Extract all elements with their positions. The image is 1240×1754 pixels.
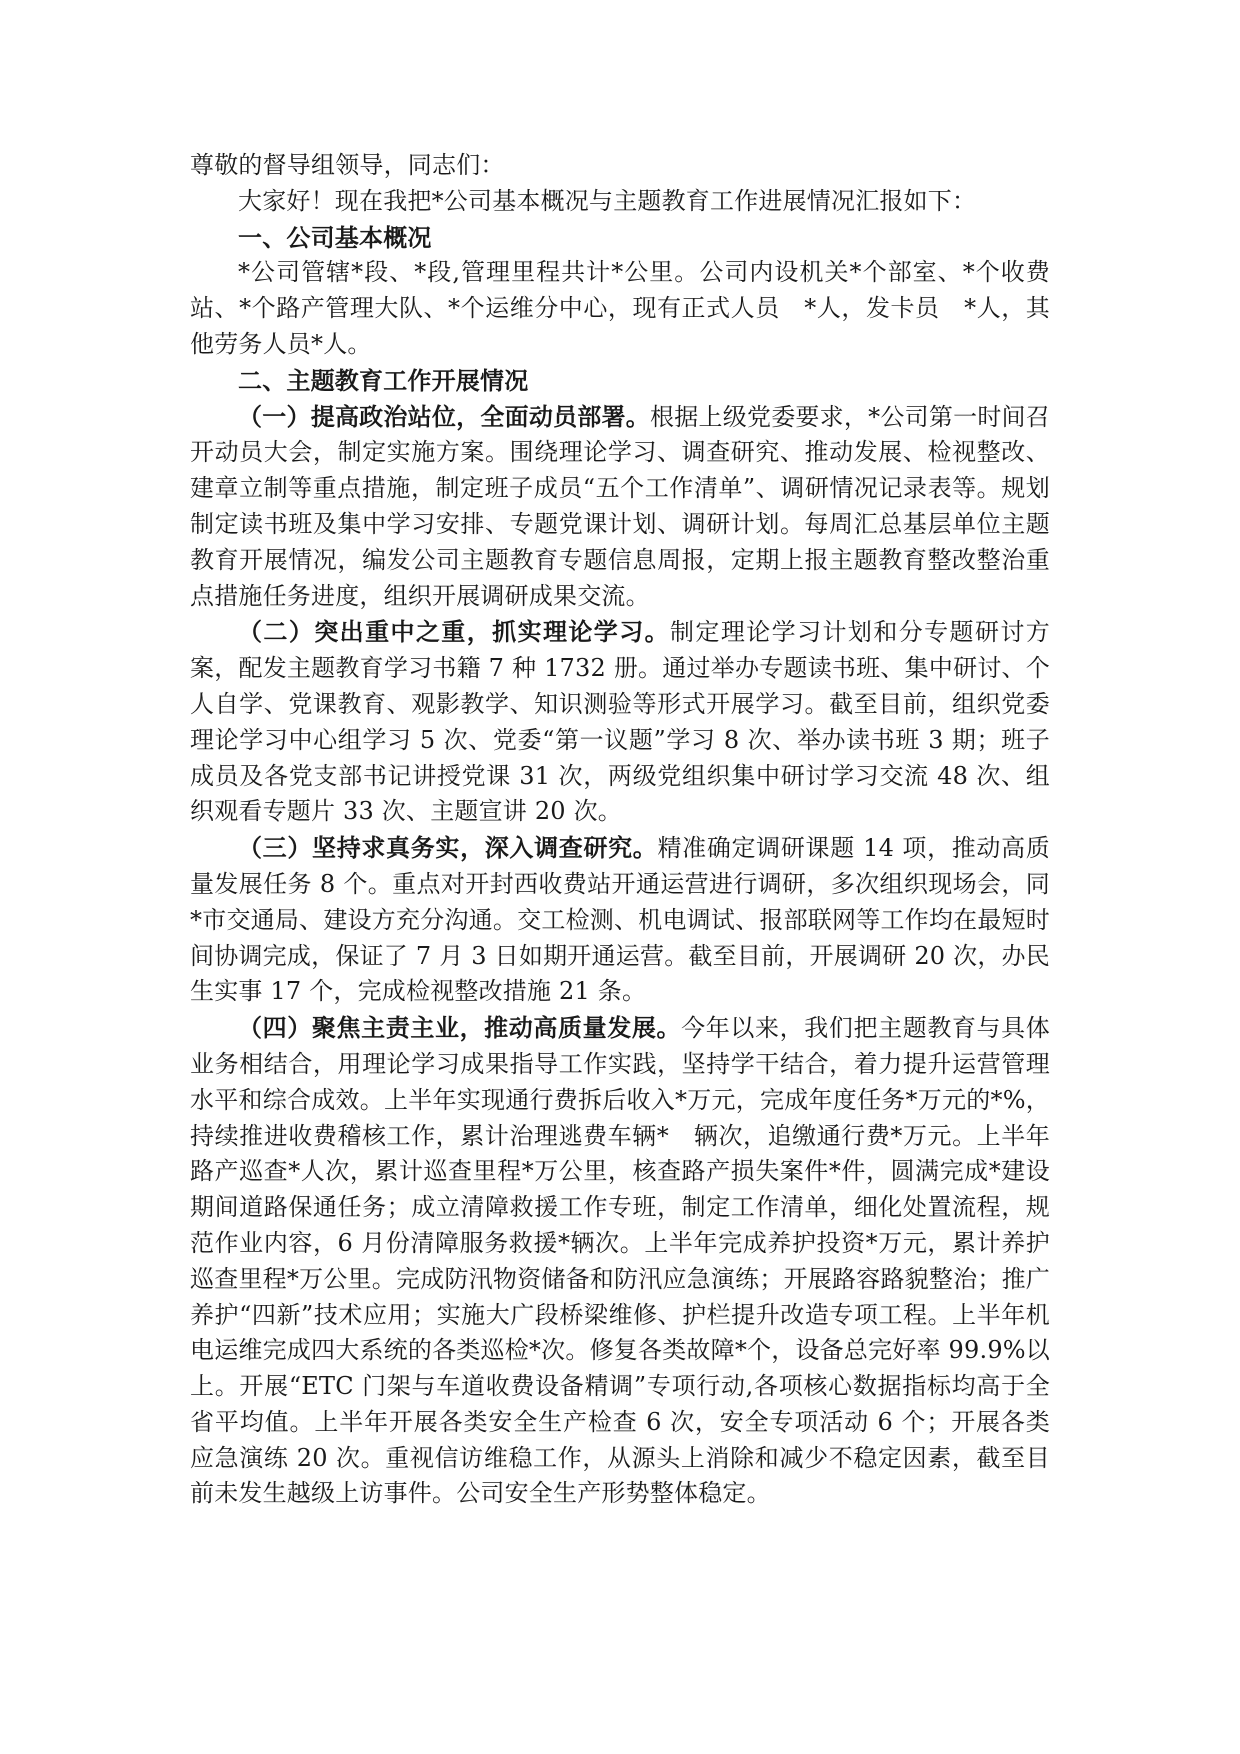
education-item-4 — [190, 1010, 1050, 1512]
section-heading-overview: 一、公司基本概况 — [238, 222, 432, 252]
item-body: 制定理论学习计划和分专题研讨方案，配发主题教育学习书籍 7 种 1732 册。通过举办专题读书班、集中研讨、个人自学、党课教育、观影教学、知识测验等形式开展学习。截至目前，组织党委理论学习中心组学习 5 次、党委“第一议题”学习 8 次、举办读书班 3 期；班子成员及各党支部书记讲授党课 31 次，两级党组织集中研讨学习交流 48 次、组织观看专题片 33 次、主题宣讲 20 次。 — [190, 618, 1050, 826]
education-item-1 — [190, 399, 1050, 615]
item-lead: （四）聚焦主责主业，推动高质量发展。 — [238, 1013, 682, 1043]
section-heading-education: 二、主题教育工作开展情况 — [238, 365, 529, 395]
item-body: 根据上级党委要求，*公司第一时间召开动员大会，制定实施方案。围绕理论学习、调查研究、推动发展、检视整改、建章立制等重点措施，制定班子成员“五个工作清单”、调研情况记录表等。规划制定读书班及集中学习安排、专题党课计划、调研计划。每周汇总基层单位主题教育开展情况，编发公司主题教育专题信息周报，定期上报主题教育整改整治重点措施任务进度，组织开展调研成果交流。 — [190, 402, 1050, 610]
document-page — [190, 148, 1050, 1512]
item-body: 精准确定调研课题 14 项，推动高质量发展任务 8 个。重点对开封西收费站开通运营进行调研，多次组织现场会，同*市交通局、建设方充分沟通。交工检测、机电调试、报部联网等工作均在最短时间协调完成，保证了 7 月 3 日如期开通运营。截至目前，开展调研 20 次，办民生实事 17 个，完成检视整改措施 21 条。 — [190, 834, 1050, 1006]
education-item-2 — [190, 614, 1050, 830]
item-lead: （三）坚持求真务实，深入调查研究。 — [238, 833, 658, 863]
salutation: 尊敬的督导组领导，同志们： — [190, 151, 505, 179]
item-body: 今年以来，我们把主题教育与具体业务相结合，用理论学习成果指导工作实践，坚持学干结合，着力提升运营管理水平和综合成效。上半年实现通行费拆后收入*万元，完成年度任务*万元的*%，持续推进收费稽核工作，累计治理逃费车辆* 辆次，追缴通行费*万元。上半年路产巡查*人次，累计巡查里程*万公里，核查路产损失案件*件，圆满完成*建设期间道路保通任务；成立清障救援工作专班，制定工作清单，细化处置流程，规范作业内容，6 月份清障服务救援*辆次。上半年完成养护投资*万元，累计养护巡查里程*万公里。完成防汛物资储备和防汛应急演练；开展路容路貌整治；推广养护“四新”技术应用；实施大广段桥梁维修、护栏提升改造专项工程。上半年机电运维完成四大系统的各类巡检*次。修复各类故障*个，设备总完好率 99.9%以上。开展“ETC 门架与车道收费设备精调”专项行动,各项核心数据指标均高于全省平均值。上半年开展各类安全生产检查 6 次，安全专项活动 6 个；开展各类应急演练 20 次。重视信访维稳工作，从源头上消除和减少不稳定因素，截至目前未发生越级上访事件。公司安全生产形势整体稳定。 — [190, 1014, 1050, 1508]
item-lead: （二）突出重中之重，抓实理论学习。 — [238, 617, 671, 647]
education-item-3 — [190, 830, 1050, 1010]
intro-paragraph: 大家好！现在我把*公司基本概况与主题教育工作进展情况汇报如下： — [238, 186, 977, 215]
item-lead: （一）提高政治站位，全面动员部署。 — [238, 401, 651, 431]
overview-paragraph: *公司管辖*段、*段,管理里程共计*公里。公司内设机关*个部室、*个收费站、*个路产管理大队、*个运维分中心，现有正式人员 *人，发卡员 *人，其他劳务人员*人。 — [190, 258, 1050, 358]
